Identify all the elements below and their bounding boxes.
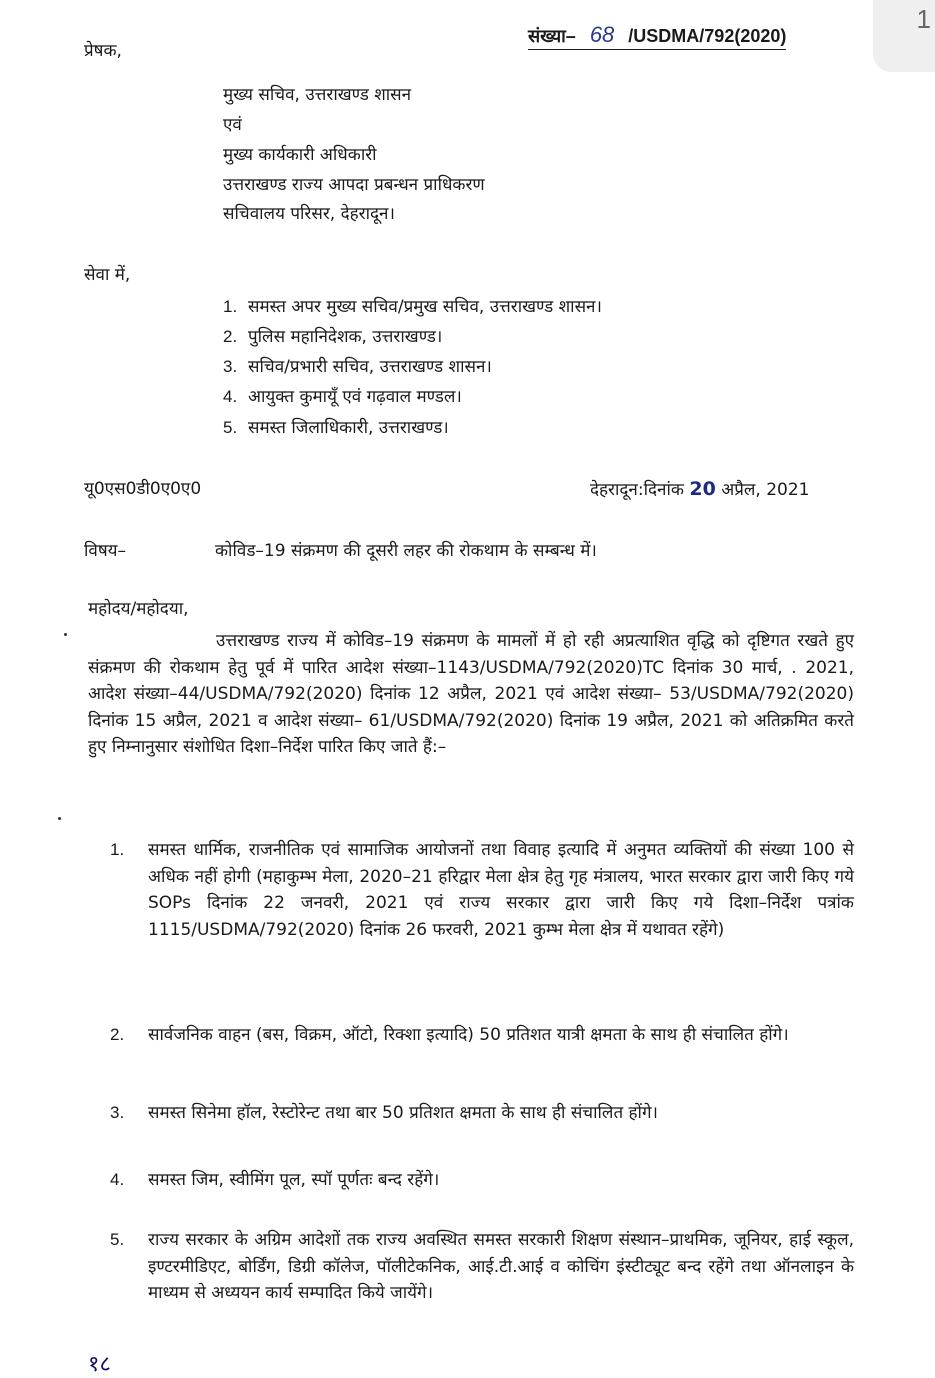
sender-line: मुख्य सचिव, उत्तराखण्ड शासन [223, 85, 412, 105]
sender-line: उत्तराखण्ड राज्य आपदा प्रबन्धन प्राधिकरण [223, 175, 485, 195]
reference-label: संख्या– [528, 26, 576, 46]
reference-code: /USDMA/792(2020) [628, 26, 787, 46]
date-handwritten-day: 20 [689, 478, 716, 500]
directive-item: 3. समस्त सिनेमा हॉल, रेस्टोरेन्ट तथा बार 50 प्रतिशत क्षमता के साथ ही संचालित होंगे। [110, 1103, 658, 1123]
scan-speck [58, 817, 61, 820]
recipient-item: 4. आयुक्त कुमायूँ एवं गढ़वाल मण्डल। [223, 387, 462, 407]
recipient-item: 1. समस्त अपर मुख्य सचिव/प्रमुख सचिव, उत्तराखण्ड शासन। [223, 297, 602, 317]
letter-date [590, 478, 809, 501]
sender-line: सचिवालय परिसर, देहरादून। [223, 204, 395, 224]
recipient-item: 5. समस्त जिलाधिकारी, उत्तराखण्ड। [223, 418, 449, 438]
signature-fragment: १८ [88, 1352, 111, 1377]
directive-item: 4. समस्त जिम, स्वीमिंग पूल, स्पॉ पूर्णतः बन्द रहेंगे। [110, 1170, 440, 1190]
directive-item: 2. सार्वजनिक वाहन (बस, विक्रम, ऑटो, रिक्शा इत्यादि) 50 प्रतिशत यात्री क्षमता के साथ ही संचालित होंगे। [110, 1025, 789, 1045]
sender-line: मुख्य कार्यकारी अधिकारी [223, 145, 377, 165]
recipient-item: 3. सचिव/प्रभारी सचिव, उत्तराखण्ड शासन। [223, 357, 492, 377]
directive-item: 5. राज्य सरकार के अग्रिम आदेशों तक राज्य अवस्थित समस्त सरकारी शिक्षण संस्थान–प्राथमिक, जूनियर, हाई स्कूल, इण्टरमीडिएट, बोर्डिंग, डिग्री कॉलेज, पॉलीटेकनिक, आई.टी.आई व कोचिंग इंस्टीट्यूट बन्द रहेंगे तथा ऑनलाइन के माध्यम से अध्ययन कार्य सम्पादित किये जायेंगे। [110, 1230, 854, 1303]
intro-paragraph: उत्तराखण्ड राज्य में कोविड–19 संक्रमण के मामलों में हो रही अप्रत्याशित वृद्धि को दृष्टिगत रखते हुए संक्रमण की रोकथाम हेतु पूर्व में पारित आदेश संख्या–1143/USDMA/792(2020)TC दिनांक 30 मार्च, . 2021, आदेश संख्या–44/USDMA/792(2020) दिनांक 12 अप्रैल, 2021 एवं आदेश संख्या– 53/USDMA/792(2020) दिनांक 15 अप्रैल, 2021 व आदेश संख्या– 61/USDMA/792(2020) दिनांक 19 अप्रैल, 2021 को अतिक्रमित करते हुए निम्नानुसार संशोधित दिशा–निर्देश पारित किए जाते हैं:– [88, 631, 854, 757]
subject-label: विषय– [84, 541, 127, 561]
sender-label: प्रेषक, [84, 41, 122, 61]
recipient-item: 2. पुलिस महानिदेशक, उत्तराखण्ड। [223, 327, 443, 347]
page-corner-tab [873, 0, 935, 72]
reference-number [528, 22, 786, 50]
sender-line: एवं [223, 115, 242, 135]
directive-item: 1. समस्त धार्मिक, राजनीतिक एवं सामाजिक आयोजनों तथा विवाह इत्यादि में अनुमत व्यक्तियों की संख्या 100 से अधिक नहीं होगी (महाकुम्भ मेला, 2020–21 हरिद्वार मेला क्षेत्र हेतु गृह मंत्रालय, भारत सरकार द्वारा जारी किए गये SOPs दिनांक 22 जनवरी, 2021 एवं राज्य सरकार द्वारा जारी किए गये दिशा–निर्देश पत्रांक 1115/USDMA/792(2020) दिनांक 26 फरवरी, 2021 कुम्भ मेला क्षेत्र में यथावत रहेंगे) [110, 840, 854, 940]
scan-speck [64, 633, 67, 636]
recipients-label: सेवा में, [84, 265, 131, 285]
date-suffix: अप्रैल, 2021 [721, 480, 810, 500]
date-prefix: देहरादून:दिनांक [590, 480, 684, 500]
office-code: यू0एस0डी0ए0ए0 [84, 479, 202, 499]
reference-handwritten-number: 68 [589, 22, 615, 47]
salutation: महोदय/महोदया, [88, 599, 189, 619]
subject-text: कोविड–19 संक्रमण की दूसरी लहर की रोकथाम के सम्बन्ध में। [215, 541, 597, 561]
page-number: 1 [916, 4, 931, 34]
